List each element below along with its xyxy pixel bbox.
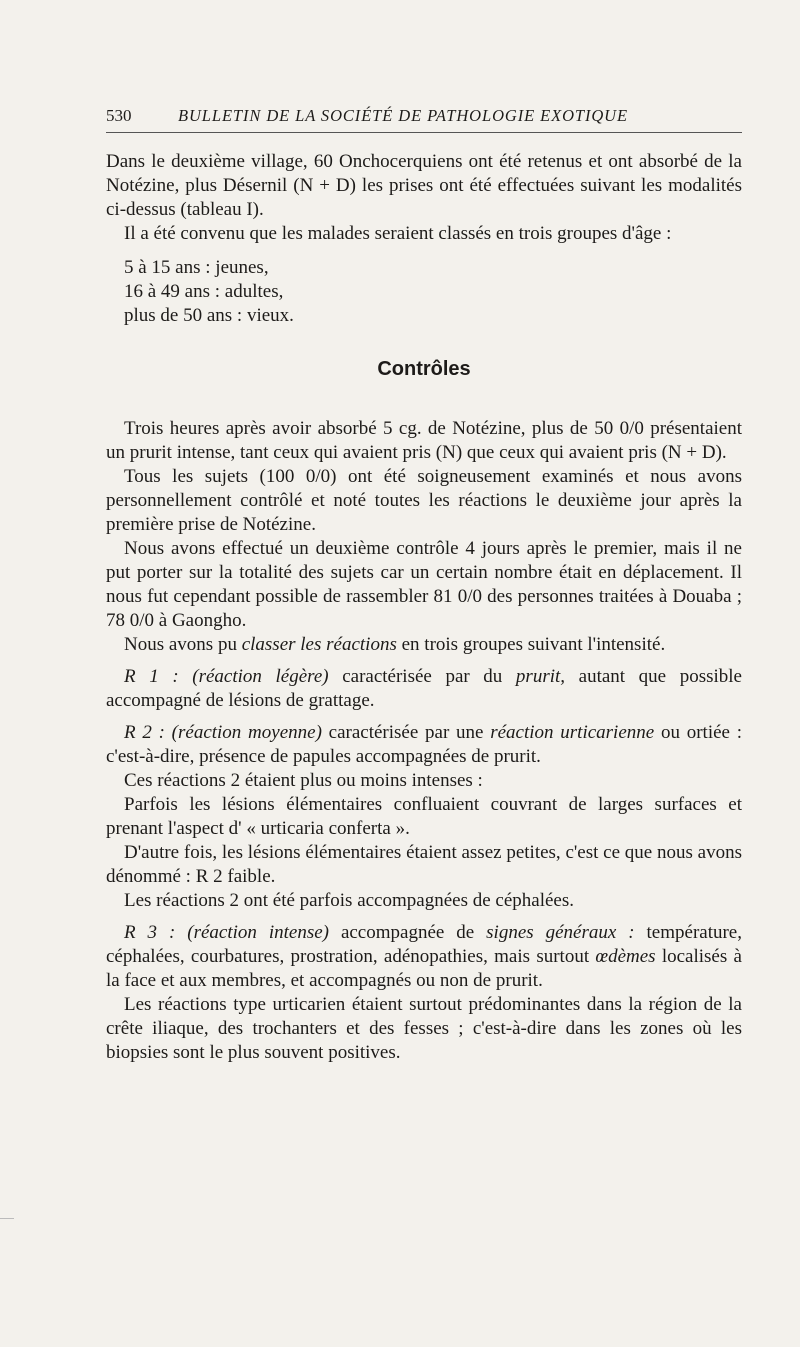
paragraph-classification: [106, 633, 742, 657]
text-run: Nous avons pu: [124, 634, 242, 655]
text-run: température, céphalées, courbatures, prostration, adénopathies, mais surtout: [106, 922, 742, 967]
paragraph-village: Dans le deuxième village, 60 Onchocerquiens ont été retenus et ont absorbé de la Notézine, plus Désernil (N + D) les prises ont été effectuées suivant les modalités ci-dessus (tableau I).: [106, 151, 742, 220]
section-heading: Contrôles: [377, 358, 471, 380]
emphasis: prurit,: [515, 666, 566, 687]
paragraph-r2-weak: D'autre fois, les lésions élémentaires étaient assez petites, c'est ce que nous avons dénommé : R 2 faible.: [106, 842, 742, 887]
paragraph-r2-intensity: Ces réactions 2 étaient plus ou moins intenses :: [124, 770, 483, 791]
text-run: accompagnée de: [329, 922, 487, 943]
paragraph-all-subjects: Tous les sujets (100 0/0) ont été soigneusement examinés et nous avons personnellement contrôlé et noté toutes les réactions le deuxième jour après la première prise de Notézine.: [106, 466, 742, 535]
text-run: en trois groupes suivant l'intensité.: [396, 634, 666, 655]
text-run: autant que possible accompagné de lésions de grattage.: [106, 666, 742, 711]
text-run: ou ortiée : c'est-à-dire, présence de papules accompagnées de prurit.: [106, 722, 742, 767]
emphasis: œdèmes: [595, 946, 656, 967]
paragraph-three-hours: Trois heures après avoir absorbé 5 cg. de Notézine, plus de 50 0/0 présentaient un prurit intense, tant ceux qui avaient pris (N) que ceux qui avaient pris (N + D).: [106, 418, 742, 463]
age-group-item: 5 à 15 ans : jeunes,: [124, 257, 269, 278]
age-group-item: 16 à 49 ans : adultes,: [124, 281, 284, 302]
article-body: [106, 150, 742, 1065]
age-group-item: plus de 50 ans : vieux.: [124, 305, 294, 326]
margin-tick: [0, 1218, 14, 1219]
paragraph-cephalees: Les réactions 2 ont été parfois accompagnées de céphalées.: [124, 890, 574, 911]
paragraph-r1: [106, 665, 742, 713]
r3-label: R 3 : (réaction intense): [124, 922, 329, 943]
paragraph-confluence: Parfois les lésions élémentaires confluaient couvrant de larges surfaces et prenant l'aspect d' « urticaria conferta ».: [106, 794, 742, 839]
r1-label: R 1 : (réaction légère): [124, 666, 329, 687]
text-run: caractérisée par du: [328, 666, 516, 687]
text-run: localisés à la face et aux membres, et accompagnés ou non de prurit.: [106, 946, 742, 991]
emphasis: signes généraux :: [486, 922, 635, 943]
running-header: [106, 104, 742, 133]
emphasis: réaction urticarienne: [490, 722, 655, 743]
page-number: 530: [106, 106, 132, 125]
running-title: BULLETIN DE LA SOCIÉTÉ DE PATHOLOGIE EXOTIQUE: [178, 106, 628, 125]
paragraph-r3: [106, 921, 742, 993]
paragraph-second-control: Nous avons effectué un deuxième contrôle 4 jours après le premier, mais il ne put porter sur la totalité des sujets car un certain nombre était en déplacement. Il nous fut cependant possible de rassembler 81 0/0 des personnes traitées à Douaba ; 78 0/0 à Gaongho.: [106, 538, 742, 631]
age-group-list: [124, 256, 742, 328]
emphasis: classer les réactions: [241, 634, 397, 655]
r2-label: R 2 : (réaction moyenne): [124, 722, 322, 743]
text-run: caractérisée par une: [321, 722, 491, 743]
paragraph-r2: [106, 721, 742, 769]
paragraph-age-groups-intro: Il a été convenu que les malades seraient classés en trois groupes d'âge :: [124, 223, 672, 244]
paragraph-localisation: Les réactions type urticarien étaient surtout prédominantes dans la région de la crête iliaque, des trochanters et des fesses ; c'est-à-dire dans les zones où les biopsies sont le plus souvent positives.: [106, 994, 742, 1063]
